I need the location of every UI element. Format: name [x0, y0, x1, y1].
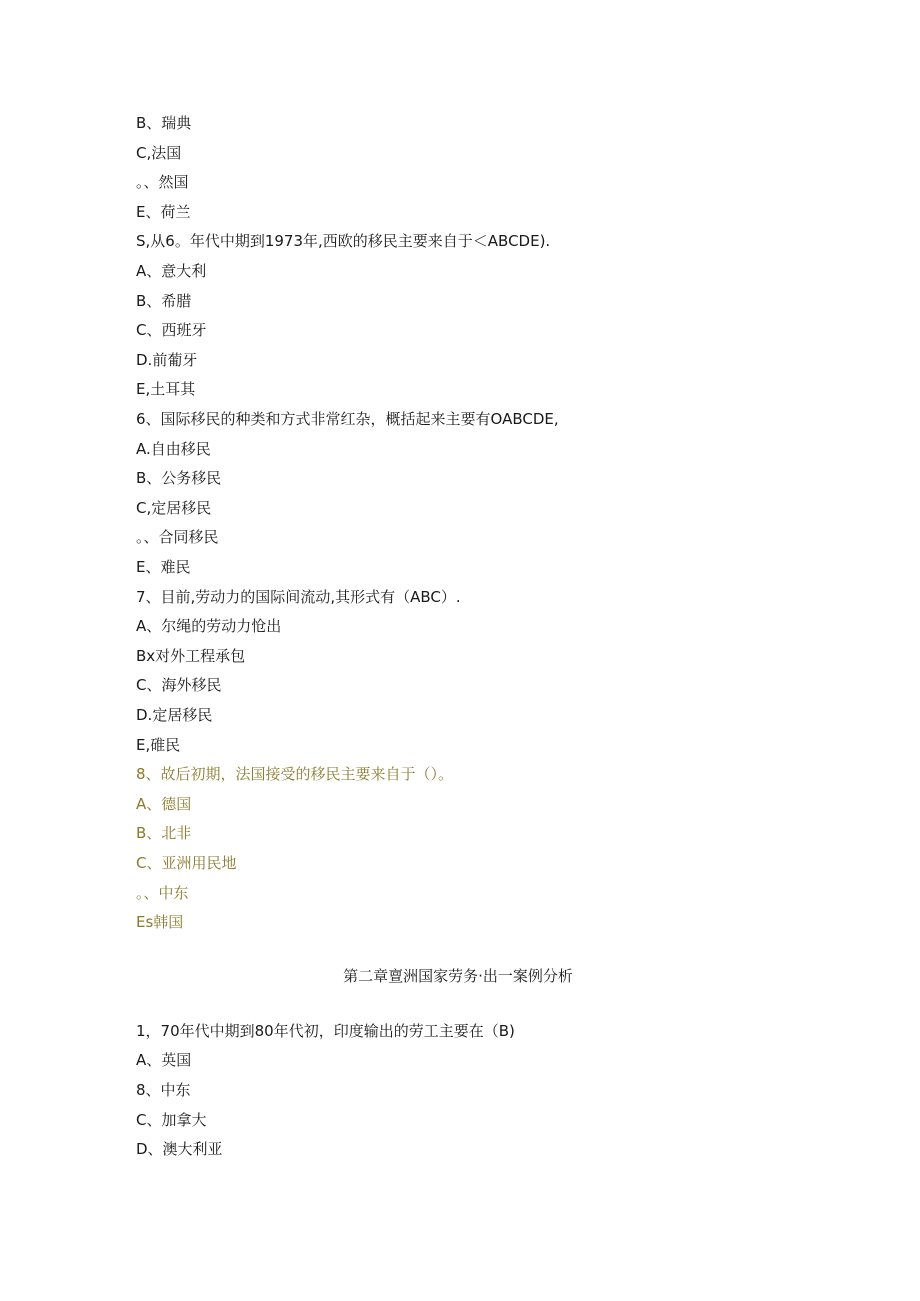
- question-option: A、意大利: [136, 262, 207, 280]
- question-stem: 7、目前,劳动力的国际间流动,其形式有（ABC）.: [136, 588, 461, 606]
- question-option: 。、合同移民: [136, 528, 219, 546]
- question-option: D、澳大利亚: [136, 1140, 223, 1158]
- question-option-highlighted: 。、中东: [136, 884, 189, 902]
- chapter-heading: [0, 966, 920, 986]
- question-option: A、英国: [136, 1051, 192, 1069]
- question-option-highlighted: A、德国: [136, 795, 192, 813]
- question-option: B、瑞典: [136, 114, 192, 132]
- question-stem-highlighted: 8、故后初期，法国接受的移民主要来自于（）。: [136, 765, 454, 783]
- chapter-heading-text: 第二章亶洲国家劳务·出一案例分析: [343, 967, 573, 985]
- question-stem: S,从6。年代中期到1973年,西欧的移民主要来自于＜ABCDE).: [136, 232, 551, 250]
- question-option: Bx对外工程承包: [136, 647, 246, 665]
- question-option-highlighted: B、北非: [136, 824, 192, 842]
- question-option-highlighted: Es韩国: [136, 913, 184, 931]
- question-option: D.定居移民: [136, 706, 213, 724]
- question-option: E,碓民: [136, 736, 181, 754]
- question-option: C、西班牙: [136, 321, 207, 339]
- question-option: C、加拿大: [136, 1111, 207, 1129]
- question-option: B、希腊: [136, 292, 192, 310]
- question-option: A、尔绳的劳动力怆出: [136, 617, 282, 635]
- question-option: C、海外移民: [136, 676, 222, 694]
- question-option: 。、然国: [136, 173, 189, 191]
- question-option: C,法国: [136, 144, 182, 162]
- question-option-highlighted: C、亚洲用民地: [136, 854, 237, 872]
- question-option: E、荷兰: [136, 203, 191, 221]
- question-stem: 1，70年代中期到80年代初，印度输出的劳工主要在（B): [136, 1022, 515, 1040]
- question-option: A.自由移民: [136, 440, 211, 458]
- question-option: E,土耳其: [136, 380, 196, 398]
- question-option: B、公务移民: [136, 469, 222, 487]
- question-option: 8、中东: [136, 1081, 191, 1099]
- question-option: D.前葡牙: [136, 351, 198, 369]
- question-stem: 6、国际移民的种类和方式非常红杂，概括起来主要有OABCDE,: [136, 410, 559, 428]
- question-option: E、难民: [136, 558, 191, 576]
- question-option: C,定居移民: [136, 499, 212, 517]
